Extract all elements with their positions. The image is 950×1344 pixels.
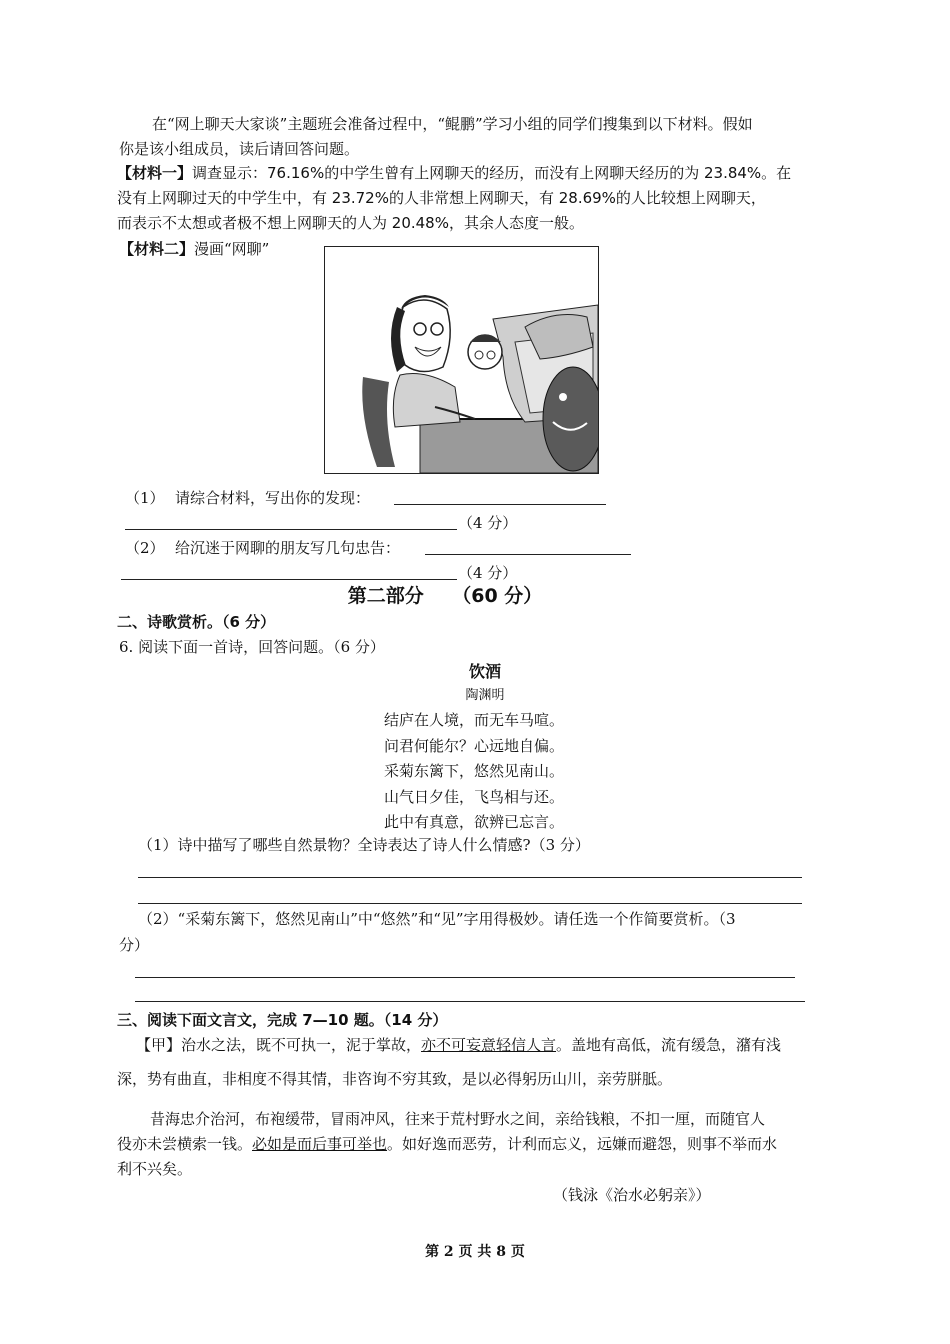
passage-source: （钱泳《治水必躬亲》） — [553, 1186, 711, 1204]
poem-sub-question-2-line-1: （2）“采菊东篱下，悠然见南山”中“悠然”和“见”字用得极妙。请任选一个作简要赏析。（3 — [138, 910, 736, 928]
material1-label: 【材料一】 — [117, 164, 193, 182]
poem-line-1: 结庐在人境，而无车马喧。 — [384, 711, 565, 729]
poem-title: 饮酒 — [468, 662, 501, 681]
q2-score: （4 分） — [458, 564, 518, 582]
q1-number: （1） — [125, 489, 165, 507]
poem-sub-question-2-line-2: 分） — [119, 936, 150, 954]
underlined-phrase-1: 亦不可妄意轻信人言 — [421, 1036, 557, 1054]
sub1-answer-line-2[interactable] — [138, 903, 802, 904]
passage-p1-line-2: 深，势有曲直，非相度不得其情，非咨询不穷其致，是以必得躬历山川，亲劳胼胝。 — [117, 1070, 673, 1088]
part2-title: 第二部分 （60 分） — [347, 585, 543, 607]
poem-sub-question-1: （1）诗中描写了哪些自然景物？全诗表达了诗人什么情感?（3 分） — [138, 836, 590, 854]
q1-answer-line-1[interactable] — [394, 504, 606, 505]
cartoon-drawing — [325, 247, 598, 473]
section2-heading: 二、诗歌赏析。（6 分） — [117, 613, 276, 631]
material1-line-3: 而表示不太想或者极不想上网聊天的人为 20.48%，其余人态度一般。 — [117, 214, 584, 232]
material2-line: 【材料二】漫画“网聊” — [119, 240, 270, 258]
q1-score: （4 分） — [458, 514, 518, 532]
q2-answer-line-1[interactable] — [425, 554, 631, 555]
poem-line-2: 问君何能尔？心远地自偏。 — [384, 737, 565, 755]
intro-line-2: 你是该小组成员，读后请回答问题。 — [119, 140, 360, 158]
poem-line-4: 山气日夕佳，飞鸟相与还。 — [384, 788, 565, 806]
q1-text: 请综合材料，写出你的发现： — [175, 489, 371, 507]
q1-answer-line-2[interactable] — [125, 529, 457, 530]
material1-line-2: 没有上网聊过天的中学生中，有 23.72%的人非常想上网聊天，有 28.69%的人比较想上网聊天， — [117, 189, 766, 207]
q6-instruction: 6. 阅读下面一首诗，回答问题。（6 分） — [119, 638, 385, 656]
q2-answer-line-2[interactable] — [121, 579, 457, 580]
sub2-answer-line-1[interactable] — [135, 977, 795, 978]
material2-label: 【材料二】 — [119, 240, 195, 258]
poem-line-5: 此中有真意，欲辨已忘言。 — [384, 813, 565, 831]
poem-line-3: 采菊东篱下，悠然见南山。 — [384, 762, 565, 780]
passage-p1-line-1: 【甲】治水之法，既不可执一，泥于掌故，亦不可妄意轻信人言。盖地有高低，流有缓急，潴有浅 — [136, 1036, 782, 1054]
passage-p2-line-1: 昔海忠介治河，布袍缓带，冒雨冲风，往来于荒村野水之间，亲给钱粮，不扣一厘，而随官人 — [150, 1110, 766, 1128]
intro-line-1: 在“网上聊天大家谈”主题班会准备过程中，“鲲鹏”学习小组的同学们搜集到以下材料。假如 — [152, 115, 753, 133]
sub1-answer-line-1[interactable] — [138, 877, 802, 878]
sub2-answer-line-2[interactable] — [135, 1001, 805, 1002]
poem-author: 陶渊明 — [465, 688, 505, 703]
cartoon-image — [324, 246, 599, 474]
section3-heading: 三、阅读下面文言文，完成 7—10 题。（14 分） — [117, 1011, 448, 1029]
passage-p2-line-3: 利不兴矣。 — [117, 1160, 193, 1178]
passage-p2-line-2: 役亦未尝横索一钱。必如是而后事可举也。如好逸而恶劳，计利而忘义，远嫌而避怨，则事不举而水 — [117, 1135, 778, 1153]
material1-line-1: 【材料一】调查显示：76.16%的中学生曾有上网聊天的经历，而没有上网聊天经历的为 23.84%。在 — [117, 164, 792, 182]
q2-text: 给沉迷于网聊的朋友写几句忠告： — [175, 539, 401, 557]
q2-number: （2） — [125, 539, 165, 557]
page-footer: 第 2 页 共 8 页 — [425, 1244, 525, 1260]
underlined-phrase-2: 必如是而后事可举也 — [252, 1135, 388, 1153]
